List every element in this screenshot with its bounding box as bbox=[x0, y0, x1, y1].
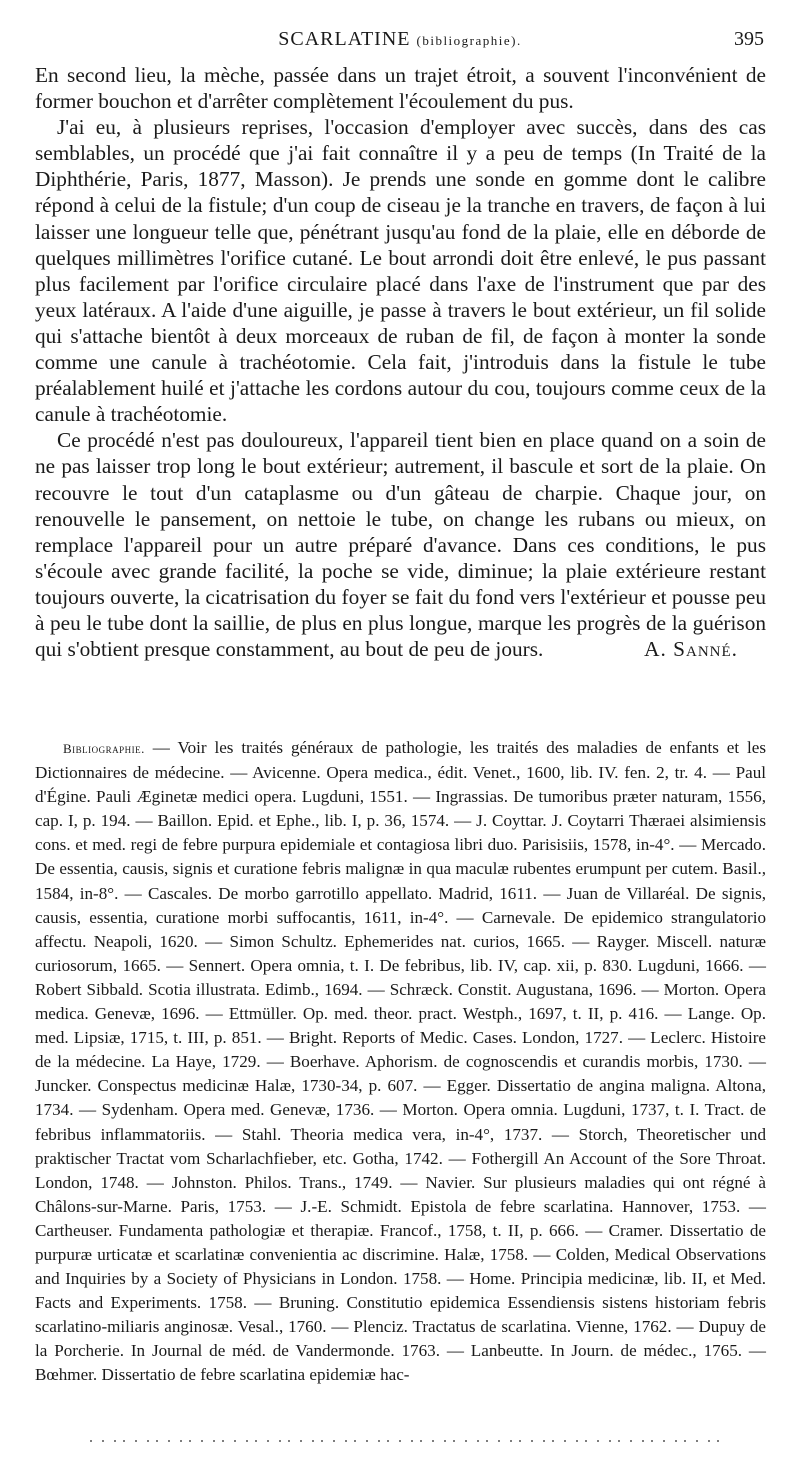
bibliography-lead: Bibliographie. bbox=[63, 741, 145, 756]
footer-dot bbox=[420, 1440, 422, 1442]
footer-dot bbox=[486, 1440, 488, 1442]
footer-dot bbox=[90, 1440, 92, 1442]
footer-dot bbox=[564, 1440, 566, 1442]
running-header bbox=[36, 28, 764, 62]
footer-dot bbox=[510, 1440, 512, 1442]
footer-dot bbox=[663, 1440, 665, 1442]
footer-dot bbox=[465, 1440, 467, 1442]
page-number: 395 bbox=[734, 28, 764, 50]
footer-dot bbox=[519, 1440, 521, 1442]
footer-dot bbox=[651, 1440, 653, 1442]
footer-dot bbox=[300, 1440, 302, 1442]
footer-dot bbox=[234, 1440, 236, 1442]
footer-dot bbox=[156, 1440, 158, 1442]
footer-dot bbox=[255, 1440, 257, 1442]
footer-dot bbox=[345, 1440, 347, 1442]
footer-dot bbox=[432, 1440, 434, 1442]
footer-dot bbox=[102, 1440, 104, 1442]
footer-dot bbox=[279, 1440, 281, 1442]
footer-dot bbox=[675, 1440, 677, 1442]
footer-dot bbox=[618, 1440, 620, 1442]
footer-dot bbox=[246, 1440, 248, 1442]
footer-dot bbox=[354, 1440, 356, 1442]
footer-dot bbox=[123, 1440, 125, 1442]
bibliography-section bbox=[35, 736, 766, 1388]
paragraph-1: En second lieu, la mèche, passée dans un trajet étroit, a souvent l'inconvénient de former bouchon et d'arrêter complètement l'écoulement du pus. bbox=[35, 63, 766, 114]
footer-dot bbox=[411, 1440, 413, 1442]
footer-dot bbox=[201, 1440, 203, 1442]
footer-dot bbox=[453, 1440, 455, 1442]
footer-dot bbox=[135, 1440, 137, 1442]
footer-dot bbox=[477, 1440, 479, 1442]
footer-dot bbox=[642, 1440, 644, 1442]
footer-dot bbox=[378, 1440, 380, 1442]
footer-dot bbox=[609, 1440, 611, 1442]
footer-dot bbox=[333, 1440, 335, 1442]
footer-dot bbox=[585, 1440, 587, 1442]
footer-dot bbox=[576, 1440, 578, 1442]
footer-dot bbox=[444, 1440, 446, 1442]
footer-dot bbox=[147, 1440, 149, 1442]
footer-dot bbox=[708, 1440, 710, 1442]
footer-dot bbox=[552, 1440, 554, 1442]
body-text bbox=[35, 62, 766, 662]
running-title-sub: (bibliographie). bbox=[416, 33, 522, 48]
footer-dot bbox=[189, 1440, 191, 1442]
footer-dot bbox=[222, 1440, 224, 1442]
footer-dot bbox=[684, 1440, 686, 1442]
footer-dot bbox=[597, 1440, 599, 1442]
footer-dot bbox=[213, 1440, 215, 1442]
bibliography-paragraph bbox=[35, 736, 766, 1388]
footer-dot bbox=[399, 1440, 401, 1442]
footer-dot bbox=[498, 1440, 500, 1442]
paragraph-3 bbox=[35, 427, 766, 662]
footer-dot bbox=[696, 1440, 698, 1442]
footer-dot bbox=[321, 1440, 323, 1442]
footer-dot bbox=[531, 1440, 533, 1442]
footer-dot bbox=[366, 1440, 368, 1442]
paragraph-2: J'ai eu, à plusieurs reprises, l'occasion d'employer avec succès, dans des cas semblables, un procédé que j'ai fait connaître il y a peu de temps (In Traité de la Diphthérie, Paris, 1877, Masson). Je prends une sonde en gomme dont le calibre répond à celui de la fistule; d'un coup de ciseau je la tranche en travers, de façon à lui laisser une longueur telle que, pénétrant jusqu'au fond de la plaie, elle en déborde de quelques millimètres l'orifice cutané. Le bout arrondi doit être enlevé, le pus passant plus facilement par l'orifice circulaire placé dans l'axe de l'instrument que par des yeux latéraux. A l'aide d'une aiguille, je passe à travers le bout extérieur, un fil solide qui s'attache bientôt à deux morceaux de ruban de fil, de façon à monter la sonde comme une canule à trachéotomie. Cela fait, j'introduis dans la fistule le tube préalablement huilé et j'attache les cordons autour du cou, toujours comme ceux de la canule à trachéotomie. bbox=[35, 115, 766, 427]
author-signature: A. Sanné. bbox=[644, 637, 738, 662]
running-title-main: SCARLATINE bbox=[278, 28, 411, 50]
footer-dot bbox=[543, 1440, 545, 1442]
footer-dot bbox=[312, 1440, 314, 1442]
footer-dot bbox=[180, 1440, 182, 1442]
footer-dot bbox=[267, 1440, 269, 1442]
footer-dot bbox=[114, 1440, 116, 1442]
footer-dot bbox=[387, 1440, 389, 1442]
footer-dot bbox=[168, 1440, 170, 1442]
bibliography-text: — Voir les traités généraux de pathologie, les traités des maladies de enfants et les Dictionnaires de médecine. — Avicenne. Opera medica., édit. Venet., 1600, lib. IV. fen. 2, tr. 4. — Paul d'Égine. Pauli Æginetæ medici opera. Lugduni, 1551. — Ingrassias. De tumoribus præter naturam, 1556, cap. I, p. 194. — Baillon. Epid. et Ephe., lib. I, p. 36, 1574. — J. Coyttar. J. Coytarri Thæraei alsimiensis cons. et med. regi de febre purpura epidemiale et contagiosa libri duo. Parisisiis, 1578, in-4°. — Mercado. De essentia, causis, signis et curatione febris malignæ in qua maculæ rubentes erumpunt per cutem. Basil., 1584, in-8°. — Cascales. De morbo garrotillo appellato. Madrid, 1611. — Juan de Villaréal. De signis, causis, essentia, curatione morbi suffocantis, 1611, in-4°. — Carnevale. De epidemico strangulatorio affectu. Neapoli, 1620. — Simon Schultz. Ephemerides nat. curios, 1665. — Rayger. Miscell. naturæ curiosorum, 1665. — Sennert. Opera omnia, t. I. De febribus, lib. IV, cap. xii, p. 830. Lugduni, 1666. — Robert Sibbald. Scotia illustrata. Edimb., 1694. — Schræck. Constit. Augustana, 1696. — Morton. Opera medica. Genevæ, 1696. — Ettmüller. Op. med. theor. pract. Westph., 1697, t. II, p. 416. — Lange. Op. med. Lipsiæ, 1715, t. III, p. 851. — Bright. Reports of Medic. Cases. London, 1727. — Leclerc. Histoire de la médecine. La Haye, 1729. — Boerhave. Aphorism. de cognoscendis et curandis morbis, 1730. — Juncker. Conspectus medicinæ Halæ, 1730-34, p. 607. — Egger. Dissertatio de angina maligna. Altona, 1734. — Sydenham. Opera med. Genevæ, 1736. — Morton. Opera omnia. Lugduni, 1737, t. I. Tract. de febribus inflammatoriis. — Stahl. Theoria medica vera, in-4°, 1737. — Storch, Theoretischer und praktischer Tractat vom Scharlachfieber, etc. Gotha, 1742. — Fothergill An Account of the Sore Throat. London, 1748. — Johnston. Philos. Trans., 1749. — Navier. Sur plusieurs maladies qui ont régné à Châlons-sur-Marne. Paris, 1753. — J.-E. Schmidt. Epistola de febre scarlatina. Hannover, 1753. — Cartheuser. Fundamenta pathologiæ et therapiæ. Francof., 1758, t. II, p. 666. — Cramer. Dissertatio de purpuræ urticatæ et scarlatinæ convenientia ac discrimine. Halæ, 1758. — Colden, Medical Observations and Inquiries by a Society of Physicians in London. 1758. — Home. Principia medicinæ, lib. II, et Med. Facts and Experiments. 1758. — Bruning. Constitutio epidemica Essendiensis sistens historiam febris scarlatino-miliaris anginosæ. Vesal., 1760. — Plenciz. Tractatus de scarlatina. Vienne, 1762. — Dupuy de la Porcherie. In Journal de méd. de Vandermonde. 1763. — Lanbeutte. In Journ. de médec., 1765. — Bœhmer. Dissertatio de febre scarlatina epidemiæ hac- bbox=[35, 738, 766, 1385]
paragraph-3-text: Ce procédé n'est pas douloureux, l'appareil tient bien en place quand on a soin de ne pas laisser trop long le bout extérieur; autrement, il bascule et sort de la plaie. On recouvre le tout d'un cataplasme ou d'un gâteau de charpie. Chaque jour, on renouvelle le pansement, on nettoie le tube, on change les rubans ou mieux, on remplace l'appareil pour un autre préparé d'avance. Dans ces conditions, le pus s'écoule avec grande facilité, la poche se vide, diminue; la plaie extérieure restant toujours ouverte, la cicatrisation du foyer se fait du fond vers l'extérieur et pousse peu à peu le tube dont la saillie, de plus en plus longue, marque les progrès de la guérison qui s'obtient presque constamment, au bout de peu de jours. bbox=[35, 428, 766, 662]
running-title bbox=[36, 28, 764, 51]
footer-dot bbox=[288, 1440, 290, 1442]
footer-dotted-rule bbox=[90, 1440, 730, 1446]
footer-dot bbox=[630, 1440, 632, 1442]
footer-dot bbox=[717, 1440, 719, 1442]
